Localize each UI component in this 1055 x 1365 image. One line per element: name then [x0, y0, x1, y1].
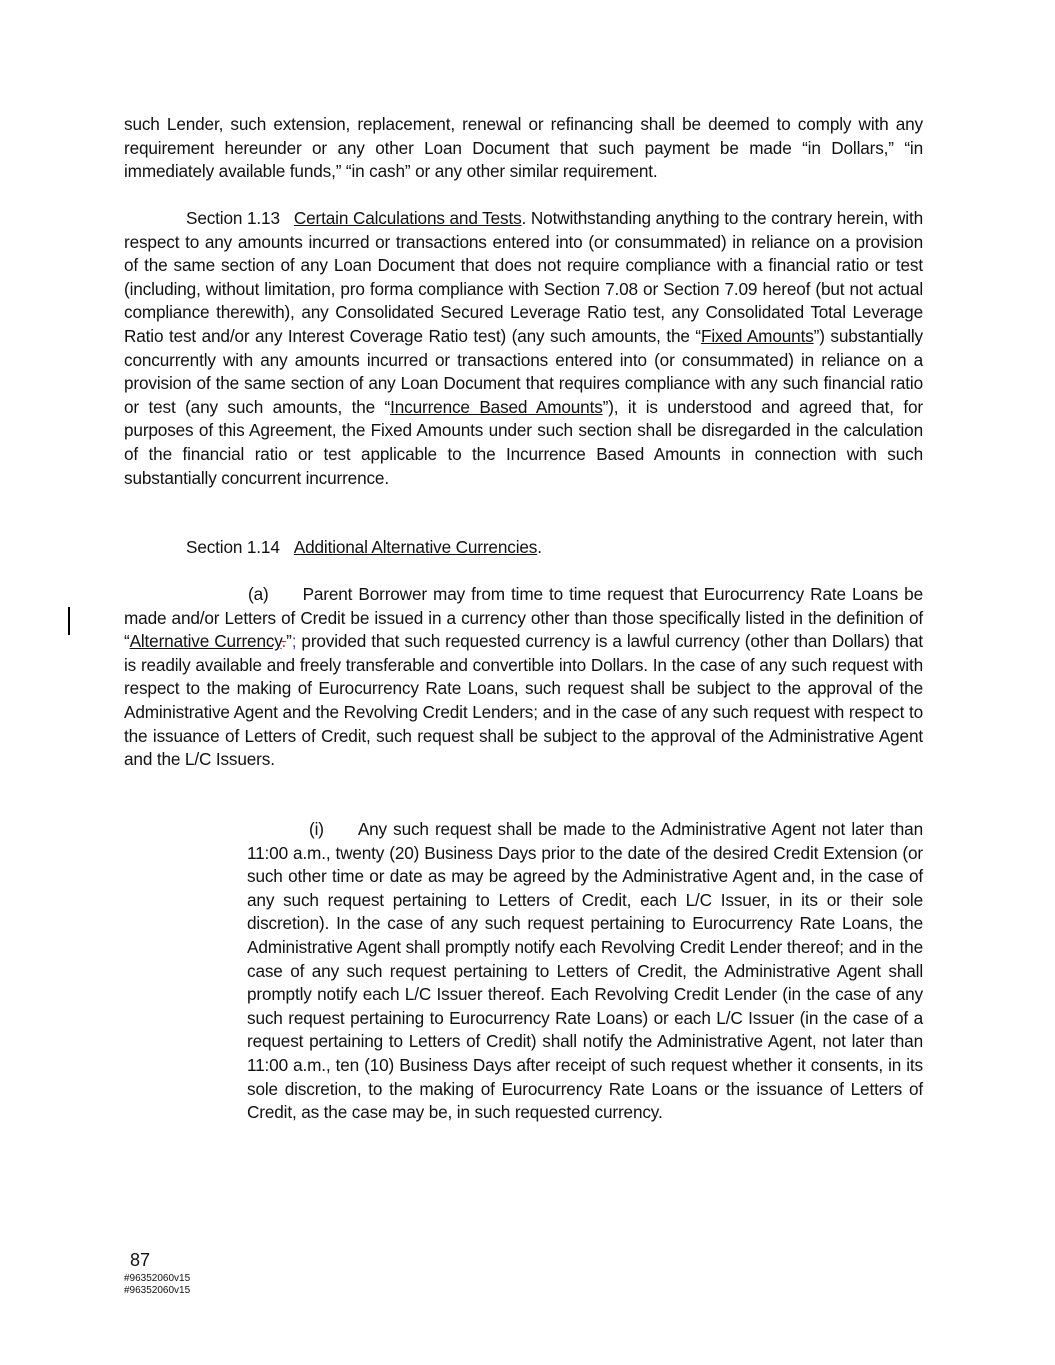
- defined-term-fixed-amounts: Fixed Amounts: [700, 325, 814, 346]
- closing-quote: ”: [286, 631, 292, 652]
- paragraph-a: [124, 583, 923, 772]
- document-id: #96352060v15: [124, 1285, 191, 1296]
- paragraph-body-part: provided that such requested currency is a lawful currency (other than Dollars) that is readily available and freely transferable and convertible into Dollars. In the case of any such request with respect to the making of Eurocurrency Rate Loans, such request shall be subject to the approval of the Administrative Agent and the Revolving Credit Lenders; and in the case of any such request with respect to the issuance of Letters of Credit, such request shall be subject to the approval of the Administrative Agent and the L/C Issuers.: [124, 631, 923, 770]
- section-body-part: ”) substantially concurrently with any amounts incurred or transactions entered into (or consummated) in reliance on a provision of the same section of any Loan Document that requires compliance with any such financial ratio or test (any such amounts, the “: [124, 325, 924, 417]
- defined-term-incurrence-based-amounts: Incurrence Based Amounts: [390, 396, 603, 417]
- section-number: Section 1.13: [186, 208, 280, 228]
- paragraph-i: [247, 818, 923, 1125]
- section-body-part: . Notwithstanding anything to the contrary herein, with respect to any amounts incurred or transactions entered into (or consummated) in reliance on a provision of the same section of any Loan Document that does not require compliance with a financial ratio or test (including, without limitation, pro forma compliance with Section 7.08 or Section 7.09 hereof (but not actual compliance therewith), any Consolidated Secured Leverage Ratio test, any Consolidated Total Leverage Ratio test and/or any Interest Coverage Ratio test) (any such amounts, the “: [124, 208, 923, 346]
- paragraph-label: (i): [309, 819, 324, 839]
- section-1-13: [124, 207, 923, 490]
- paragraph-body: Any such request shall be made to the Administrative Agent not later than 11:00 a.m., twenty (20) Business Days prior to the date of the desired Credit Extension (or such other time or date as may be agreed by the Administrative Agent and, in the case of any such request pertaining to Letters of Credit, each L/C Issuer, in its or their sole discretion). In the case of any such request pertaining to Eurocurrency Rate Loans, the Administrative Agent shall promptly notify each Revolving Credit Lender thereof; and in the case of any such request pertaining to Letters of Credit, the Administrative Agent shall promptly notify each L/C Issuer thereof. Each Revolving Credit Lender (in the case of any such request pertaining to Eurocurrency Rate Loans) or each L/C Issuer (in the case of a request pertaining to Letters of Credit) shall notify the Administrative Agent, not later than 11:00 a.m., ten (10) Business Days after receipt of such request whether it consents, in its sole discretion, to the making of Eurocurrency Rate Loans or the issuance of Letters of Credit, as the case may be, in such requested currency.: [247, 819, 923, 1123]
- document-id: #96352060v15: [124, 1273, 191, 1284]
- defined-term-alternative-currency: Alternative Currency: [129, 631, 282, 652]
- paragraph-text: such Lender, such extension, replacement, renewal or refinancing shall be deemed to comply with any requirement hereunder or any other Loan Document that such payment be made “in Dollars,” “in immediately available funds,” “in cash” or any other similar requirement.: [124, 114, 923, 182]
- deleted-text: .: [281, 631, 287, 652]
- paragraph-label: (a): [248, 584, 269, 604]
- section-title: Additional Alternative Currencies: [293, 537, 538, 557]
- paragraph-continuation: [124, 113, 923, 184]
- section-number: Section 1.14: [186, 537, 280, 557]
- inserted-text: ;: [291, 631, 297, 652]
- section-1-14-heading: [124, 536, 923, 560]
- revision-change-bar: [68, 607, 70, 635]
- section-title: Certain Calculations and Tests: [293, 208, 522, 228]
- paragraph-body-part: Parent Borrower may from time to time request that Eurocurrency Rate Loans be made and/or Letters of Credit be issued in a currency other than those specifically listed in the definition of “: [124, 584, 923, 652]
- page-number: 87: [130, 1250, 151, 1270]
- section-title-period: .: [537, 537, 542, 557]
- section-body-part: ”), it is understood and agreed that, for purposes of this Agreement, the Fixed Amounts under such section shall be disregarded in the calculation of the financial ratio or test applicable to the Incurrence Based Amounts in connection with such substantially concurrent incurrence.: [124, 396, 923, 488]
